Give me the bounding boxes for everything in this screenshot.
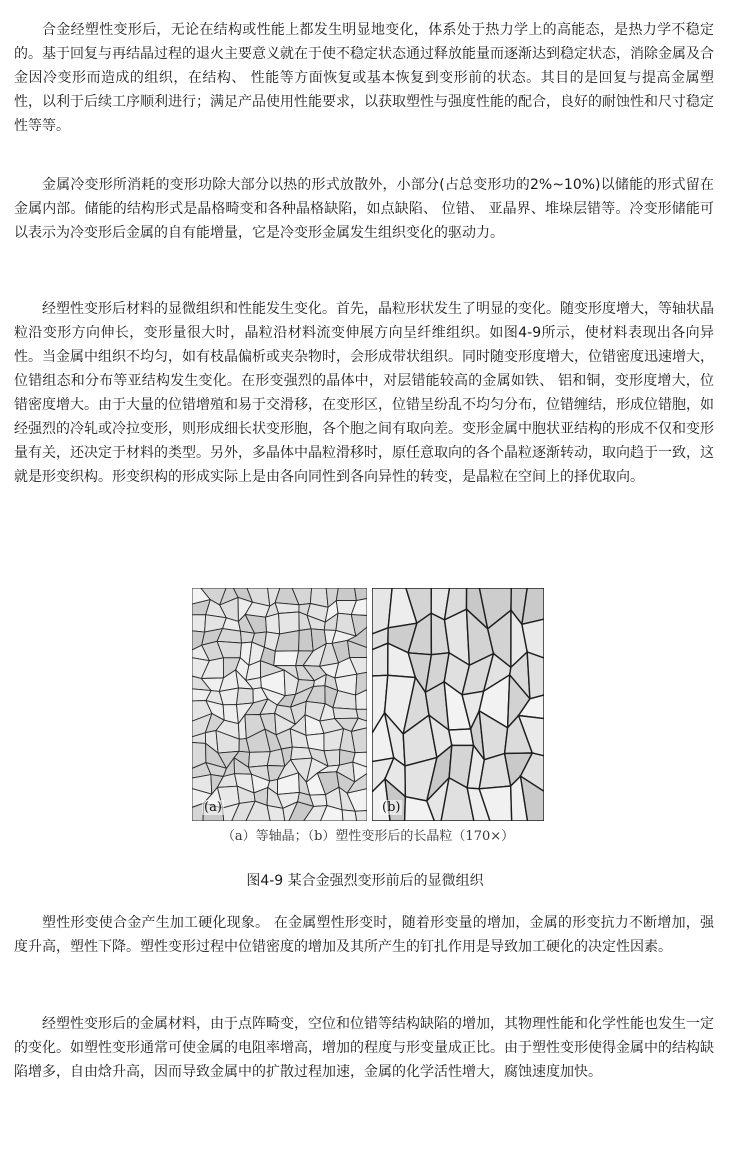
paragraph-annealing: 合金经塑性变形后，无论在结构或性能上都发生明显地变化，体系处于热力学上的高能态，是热力学不稳定的。基于回复与再结晶过程的退火主要意义就在于使不稳定状态通过释放能量而逐渐达到稳定状态，消除金属及合金因冷变形而造成的组织，在结构、 性能等方面恢复或基本恢复到变形前的状态。其目的是回复与提高金属塑性，以利于后续工序顺利进行；满足产品使用性能要求，以获取塑性与强度性能的配合，良好的耐蚀性和尺寸稳定性等等。 — [14, 22, 714, 134]
grain — [267, 805, 285, 821]
paragraph-property-changes: 经塑性变形后的金属材料，由于点阵畸变，空位和位错等结构缺陷的增加，其物理性能和化学性能也发生一定的变化。如塑性变形通常可使金属的电阻率增高，增加的程度与形变量成正比。由于塑性变形使得金属中的结构缺陷增多，自由焓升高，因而导致金属中的扩散过程加速，金属的化学活性增大，腐蚀速度加快。 — [14, 1016, 714, 1080]
figure-4-9 — [192, 588, 544, 844]
grain — [355, 811, 367, 821]
grain — [449, 729, 474, 746]
micrograph-equiaxed — [192, 588, 367, 821]
grain — [237, 688, 254, 705]
grain — [192, 615, 206, 632]
elongated-grain-image — [372, 588, 544, 821]
panel-label-b: (b) — [382, 800, 401, 815]
grain — [372, 643, 388, 676]
grain — [274, 651, 299, 666]
grain — [342, 810, 357, 821]
grain — [266, 614, 280, 634]
paragraph-microstructure: 经塑性变形后材料的显微组织和性能发生变化。首先，晶粒形状发生了明显的变化。随变形度增大，等轴状晶粒沿变形方向伸长，变形量很大时，晶粒沿材料流变伸展方向呈纤维组织。如图4-9所示，使材料表现出各向异性。当金属中组织不均匀，如有枝晶偏析或夹杂物时，会形成带状组织。同时随变形度增大，位错密度迅速增大，位错组态和分布等亚结构发生变化。在形变强烈的晶体中，对层错能较高的金属如铁、 铝和铜，变形度增大，位错密度增大。由于大量的位错增殖和易于交滑移，在变形区，位错呈纷乱不均匀分布，位错缠结，形成位错胞，如经强烈的冷轧或冷拉变形，则形成细长状变形胞，各个胞之间有取向差。变形金属中胞状亚结构的形成不仅和变形量有关，还决定于材料的类型。另外，多晶体中晶粒滑移时，原任意取向的各个晶粒逐渐转动，取向趋于一致，这就是形变织构。形变织构的形成实际上是由各向同性到各向异性的转变，是晶粒在空间上的择优取向。 — [14, 301, 714, 485]
micrograph-pair — [192, 588, 544, 821]
panel-label-a: (a) — [204, 800, 222, 815]
grain — [219, 688, 238, 705]
paragraph-work-hardening: 塑性形变使合金产生加工硬化现象。 在金属塑性形变时，随着形变量的增加，金属的形变抗力不断增加，强度升高，塑性下降。塑性变形过程中位错密度的增加及其所产生的钉扎作用是导致加工硬化的决定性因素。 — [14, 915, 714, 955]
figure-title: 图4-9 某合金强烈变形前后的显微组织 — [246, 873, 484, 889]
paragraph-stored-energy: 金属冷变形所消耗的变形功除大部分以热的形式放散外，小部分(占总变形功的2%~10%)以储能的形式留在金属内部。储能的结构形式是晶格畸变和各种晶格缺陷，如点缺陷、 位错、 亚晶界、堆垛层错等。冷变形储能可以表示为冷变形后金属的自有能增量，它是冷变形金属发生组织变化的驱动力。 — [14, 177, 714, 241]
micrograph-caption: （a）等轴晶；（b）塑性变形后的长晶粒（170×） — [221, 829, 515, 844]
micrograph-elongated — [372, 588, 544, 821]
grain — [333, 708, 358, 719]
grain — [336, 588, 356, 601]
equiaxed-grain-image — [192, 588, 367, 821]
grain — [527, 652, 544, 699]
